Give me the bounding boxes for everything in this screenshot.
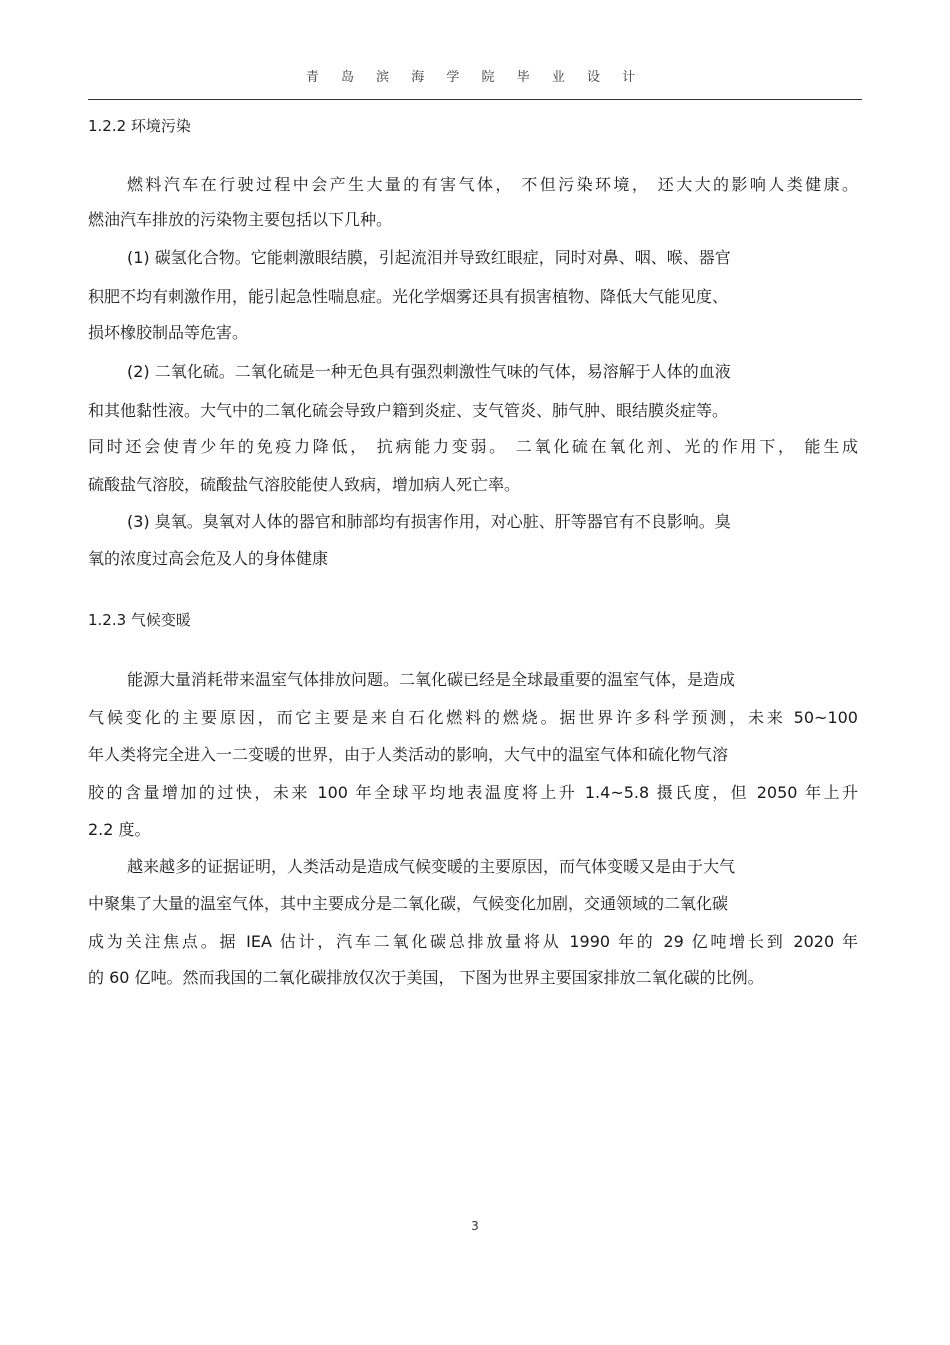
paragraph-line: 积肥不均有刺激作用，能引起急性喘息症。光化学烟雾还具有损害植物、降低大气能见度、	[88, 287, 729, 306]
paragraph-line: 越来越多的证据证明，人类活动是造成气候变暖的主要原因，而气体变暖又是由于大气	[127, 857, 736, 876]
paragraph-line: (2) 二氧化硫。二氧化硫是一种无色具有强烈刺激性气味的气体，易溶解于人体的血液	[127, 362, 731, 381]
paragraph-line: 2.2 度。	[88, 820, 151, 839]
paragraph-line: 和其他黏性液。大气中的二氧化硫会导致户籍到炎症、支气管炎、肺气肿、眼结膜炎症等。	[88, 401, 729, 420]
paragraph-line: 胶的含量增加的过快，未来 100 年全球平均地表温度将上升 1.4~5.8 摄氏度，但 2050 年上升	[88, 783, 858, 802]
header-rule	[88, 99, 862, 100]
page-number: 3	[471, 1219, 479, 1233]
paragraph-line: 成为关注焦点。据 IEA 估计，汽车二氧化碳总排放量将从 1990 年的 29 亿吨增长到 2020 年	[88, 932, 858, 951]
paragraph-line: 燃料汽车在行驶过程中会产生大量的有害气体， 不但污染环境， 还大大的影响人类健康。	[127, 175, 858, 194]
paragraph-line: 能源大量消耗带来温室气体排放问题。二氧化碳已经是全球最重要的温室气体，是造成	[127, 670, 736, 689]
paragraph-line: (1) 碳氢化合物。它能刺激眼结膜，引起流泪并导致红眼症，同时对鼻、咽、喉、器官	[127, 248, 731, 267]
paragraph-line: 的 60 亿吨。然而我国的二氧化碳排放仅次于美国， 下图为世界主要国家排放二氧化碳的比例。	[88, 968, 764, 987]
paragraph-line: (3) 臭氧。臭氧对人体的器官和肺部均有损害作用，对心脏、肝等器官有不良影响。臭	[127, 512, 731, 531]
section-heading: 1.2.2 环境污染	[88, 117, 191, 135]
paragraph-line: 气候变化的主要原因，而它主要是来自石化燃料的燃烧。据世界许多科学预测，未来 50~100	[88, 708, 858, 727]
paragraph-line: 年人类将完全进入一二变暖的世界，由于人类活动的影响，大气中的温室气体和硫化物气溶	[88, 745, 729, 764]
running-header: 青 岛 滨 海 学 院 毕 业 设 计	[305, 70, 645, 85]
paragraph-line: 损坏橡胶制品等危害。	[88, 323, 249, 342]
paragraph-line: 硫酸盐气溶胶，硫酸盐气溶胶能使人致病，增加病人死亡率。	[88, 475, 521, 494]
paragraph-line: 中聚集了大量的温室气体，其中主要成分是二氧化碳，气候变化加剧，交通领域的二氧化碳	[88, 894, 729, 913]
paragraph-line: 氧的浓度过高会危及人的身体健康	[88, 549, 329, 568]
paragraph-line: 燃油汽车排放的污染物主要包括以下几种。	[88, 210, 393, 229]
paragraph-line: 同时还会使青少年的免疫力降低， 抗病能力变弱。 二氧化硫在氧化剂、光的作用下， 能生成	[88, 437, 858, 456]
section-heading: 1.2.3 气候变暖	[88, 611, 191, 629]
